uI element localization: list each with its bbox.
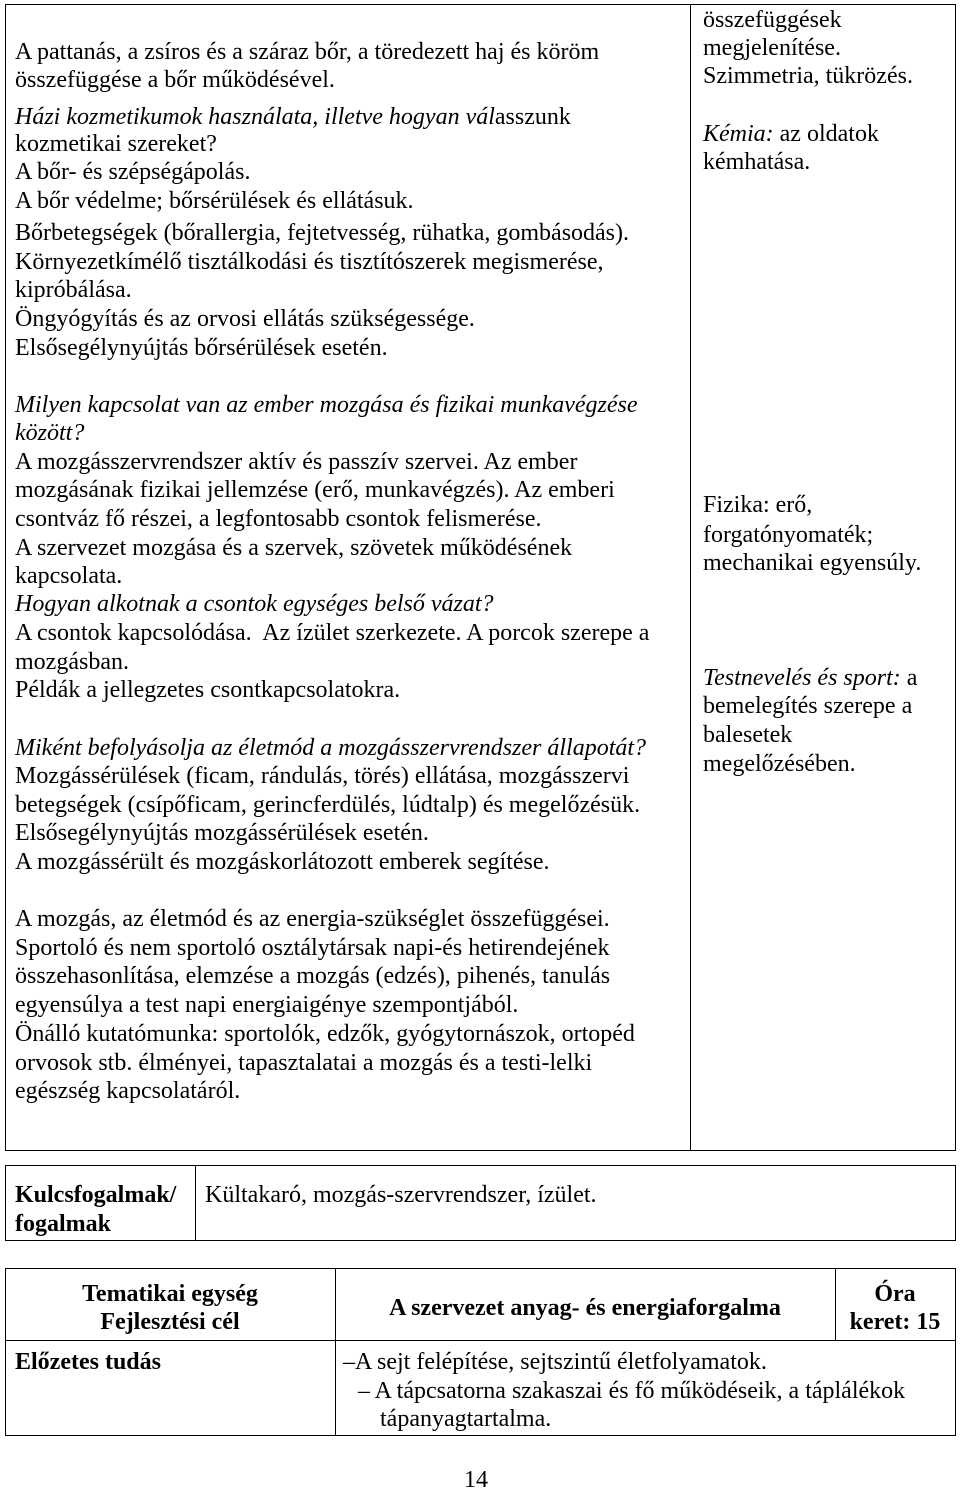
text-line: [703, 750, 856, 778]
italic-text: Kémia:: [703, 121, 774, 147]
text-span: kapcsolata.: [15, 563, 123, 589]
text-line: [703, 62, 913, 90]
key-concepts-value: Kültakaró, mozgás-szervrendszer, ízület.: [205, 1182, 597, 1208]
text-span: Példák a jellegzetes csontkapcsolatokra.: [15, 677, 401, 703]
text-span: kémhatása.: [703, 149, 811, 175]
text-line: [703, 6, 842, 34]
text-span: A bőr- és szépségápolás.: [15, 159, 251, 185]
italic-text: Milyen kapcsolat van az ember mozgása és fizikai munkavégzése: [15, 392, 638, 418]
text-span: összefüggések: [703, 7, 842, 33]
text-span: betegségek (csípőficam, gerincferdülés, lúdtalp) és megelőzésük.: [15, 792, 641, 818]
italic-text: Testnevelés és sport:: [703, 665, 901, 691]
text-line: [703, 34, 841, 62]
page-number: 14: [464, 1467, 488, 1490]
text-span: orvosok stb. élményei, tapasztalatai a mozgás és a testi-lelki: [15, 1050, 593, 1076]
text-span: egészség kapcsolatáról.: [15, 1078, 241, 1104]
text-span: A bőr védelme; bőrsérülések és ellátásuk.: [15, 188, 414, 214]
prior-knowledge-item-continuation: tápanyagtartalma.: [380, 1406, 552, 1432]
text-span: forgatónyomaték;: [703, 522, 874, 548]
text-span: A szervezet mozgása és a szervek, szövetek működésének: [15, 535, 573, 561]
text-span: csontváz fő részei, a legfontosabb csontok felismerése.: [15, 506, 542, 532]
text-span: Elsősegélynyújtás bőrsérülések esetén.: [15, 335, 388, 361]
text-span: Szimmetria, tükrözés.: [703, 63, 913, 89]
key-concepts-divider: [195, 1165, 196, 1241]
italic-text: Hogyan alkotnak a csontok egységes belső vázat?: [15, 591, 494, 617]
text-line: [703, 491, 812, 519]
text-span: mozgásának fizikai jellemzése (erő, munkavégzés). Az emberi: [15, 477, 615, 503]
prior-knowledge-item: –A sejt felépítése, sejtszintű életfolyamatok.: [343, 1349, 767, 1375]
text-span: Környezetkímélő tisztálkodási és tisztítószerek megismerése,: [15, 249, 604, 275]
text-span: a: [900, 665, 918, 691]
italic-text: Miként befolyásolja az életmód a mozgásszervrendszer állapotát?: [15, 735, 647, 761]
thematic-unit-title: A szervezet anyag- és energiaforgalma: [389, 1295, 781, 1321]
key-concepts-label-line: Kulcsfogalmak/: [15, 1182, 177, 1208]
thematic-unit-label-line: Tematikai egység: [82, 1281, 258, 1307]
text-span: asszunk: [494, 104, 571, 130]
text-span: egyensúlya a test napi energiaigénye szempontjából.: [15, 992, 519, 1018]
text-span: kipróbálása.: [15, 277, 132, 303]
text-line: [703, 549, 921, 577]
development-goal-label-line: Fejlesztési cél: [100, 1309, 240, 1335]
text-span: balesetek: [703, 722, 793, 748]
hours-value-line: keret: 15: [849, 1309, 941, 1335]
text-span: A mozgásszervrendszer aktív és passzív szervei. Az ember: [15, 449, 578, 475]
text-span: A mozgás, az életmód és az energia-szükséglet összefüggései.: [15, 906, 610, 932]
text-span: Bőrbetegségek (bőrallergia, fejtetvesség, rühatka, gombásodás).: [15, 220, 630, 246]
text-span: Sportoló és nem sportoló osztálytársak napi-és hetirendejének: [15, 935, 610, 961]
text-span: Fizika: erő,: [703, 492, 813, 518]
text-span: mechanikai egyensúly.: [703, 550, 922, 576]
text-span: mozgásban.: [15, 649, 129, 675]
key-concepts-label-line: fogalmak: [15, 1211, 111, 1237]
text-span: kozmetikai szereket?: [15, 131, 217, 157]
text-line: [703, 721, 792, 749]
italic-text: között?: [15, 420, 85, 446]
text-span: bemelegítés szerepe a: [703, 693, 913, 719]
text-span: Mozgássérülések (ficam, rándulás, törés) ellátása, mozgásszervi: [15, 763, 630, 789]
text-span: Öngyógyítás és az orvosi ellátás szükségessége.: [15, 306, 475, 332]
text-span: megelőzésében.: [703, 751, 856, 777]
text-line: [703, 692, 912, 720]
text-line: [703, 521, 873, 549]
text-span: A mozgássérült és mozgáskorlátozott emberek segítése.: [15, 849, 550, 875]
text-span: összehasonlítása, elemzése a mozgás (edzés), pihenés, tanulás: [15, 963, 611, 989]
text-line: [703, 664, 917, 692]
prior-knowledge-label: Előzetes tudás: [15, 1349, 161, 1375]
italic-text: Házi kozmetikumok használata, illetve hogyan vál: [15, 104, 495, 130]
text-span: Önálló kutatómunka: sportolók, edzők, gyógytornászok, ortopéd: [15, 1021, 635, 1047]
text-line: [703, 120, 879, 148]
prior-knowledge-item: – A tápcsatorna szakaszai és fő működéseik, a táplálékok: [358, 1378, 906, 1404]
text-span: A pattanás, a zsíros és a száraz bőr, a töredezett haj és köröm: [15, 39, 600, 65]
text-span: A csontok kapcsolódása. Az ízület szerkezete. A porcok szerepe a: [15, 620, 650, 646]
hours-label-line: Óra: [874, 1281, 916, 1307]
thematic-unit-row-divider: [5, 1340, 956, 1341]
text-line: [703, 148, 810, 176]
text-span: megjelenítése.: [703, 35, 841, 61]
text-span: összefüggése a bőr működésével.: [15, 67, 335, 93]
text-span: az oldatok: [773, 121, 879, 147]
text-span: Elsősegélynyújtás mozgássérülések esetén.: [15, 820, 429, 846]
